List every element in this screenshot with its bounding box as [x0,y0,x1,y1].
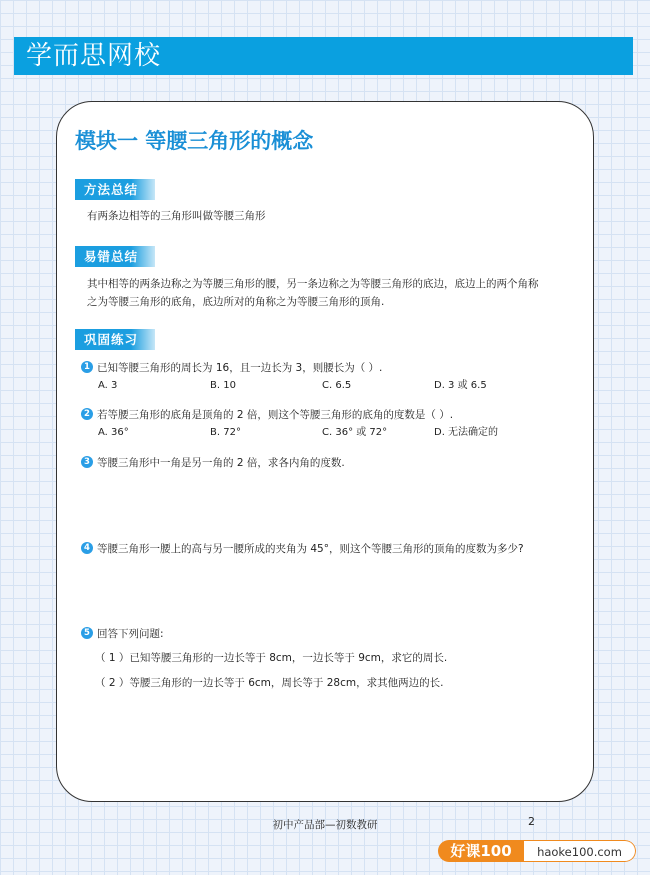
question-4 [81,541,571,557]
question-number-badge: 5 [81,627,93,639]
watermark-badge [438,840,636,862]
footer-text: 初中产品部—初数教研 [272,819,378,831]
content-card [56,101,594,802]
option-c: C. 36° 或 72° [322,427,388,438]
watermark-brand: 好课100 [438,840,524,862]
method-text: 有两条边相等的三角形叫做等腰三角形 [87,210,266,222]
section-tag-practice: 巩固练习 [75,329,155,350]
option-a: A. 36° [98,427,129,438]
mistakes-line-1: 其中相等的两条边称之为等腰三角形的腰，另一条边称之为等腰三角形的底边，底边上的两个角称 [87,278,539,290]
question-number-badge: 1 [81,361,93,373]
question-number-badge: 2 [81,408,93,420]
question-number-badge: 4 [81,542,93,554]
option-d: D. 3 或 6.5 [434,380,487,391]
module-title: 模块一 等腰三角形的概念 [75,129,314,153]
question-5 [81,626,571,642]
option-d: D. 无法确定的 [434,427,499,438]
question-text: 等腰三角形一腰上的高与另一腰所成的夹角为 45°，则这个等腰三角形的顶角的度数为多少? [97,543,524,555]
question-5-part-1: （ 1 ）已知等腰三角形的一边长等于 8cm，一边长等于 9cm，求它的周长. [95,652,448,664]
question-1 [81,360,571,394]
section-tag-mistakes: 易错总结 [75,246,155,267]
options-row [81,378,571,394]
question-text: 回答下列问题: [97,628,164,640]
question-number-badge: 3 [81,456,93,468]
options-row [81,425,571,441]
brand-logo-text: 学而思网校 [26,41,162,71]
option-c: C. 6.5 [322,380,352,391]
option-b: B. 72° [210,427,241,438]
option-b: B. 10 [210,380,236,391]
section-tag-method: 方法总结 [75,179,155,200]
page-number: 2 [528,815,535,828]
question-2 [81,407,571,441]
watermark-url: haoke100.com [524,840,636,862]
question-text: 等腰三角形中一角是另一角的 2 倍，求各内角的度数. [97,457,345,469]
question-text: 已知等腰三角形的周长为 16，且一边长为 3，则腰长为（ ）. [97,362,383,374]
mistakes-line-2: 之为等腰三角形的底角，底边所对的角称之为等腰三角形的顶角. [87,296,385,308]
header-banner [14,37,633,75]
question-5-part-2: （ 2 ）等腰三角形的一边长等于 6cm，周长等于 28cm，求其他两边的长. [95,677,444,689]
question-text: 若等腰三角形的底角是顶角的 2 倍，则这个等腰三角形的底角的度数是（ ）. [97,409,454,421]
question-3 [81,455,571,471]
option-a: A. 3 [98,380,118,391]
